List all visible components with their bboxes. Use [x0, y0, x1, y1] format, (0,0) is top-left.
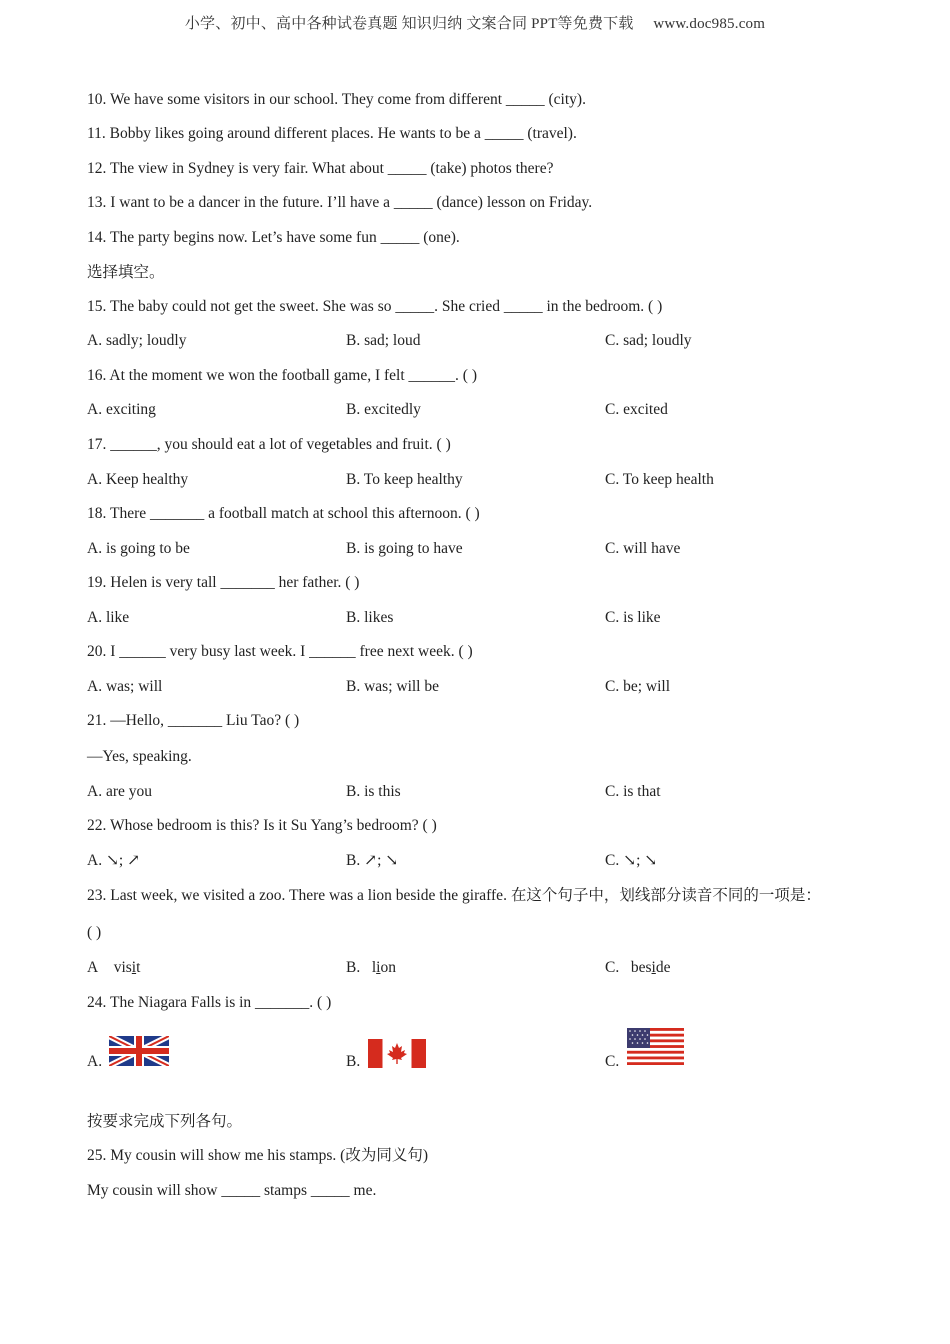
question-18: 18. There _______ a football match at school this afternoon. ( ) — [87, 505, 480, 522]
question-19: 19. Helen is very tall _______ her father. ( ) — [87, 574, 360, 591]
question-16: 16. At the moment we won the football game, I felt ______. ( ) — [87, 367, 477, 384]
q20-option-a[interactable]: A. was; will — [87, 678, 163, 695]
q20-option-b[interactable]: B. was; will be — [346, 678, 439, 695]
q17-option-b[interactable]: B. To keep healthy — [346, 471, 463, 488]
question-12: 12. The view in Sydney is very fair. What about _____ (take) photos there? — [87, 160, 554, 177]
uk-flag-icon[interactable] — [109, 1036, 169, 1066]
q18-option-c[interactable]: C. will have — [605, 540, 681, 557]
q16-option-b[interactable]: B. excitedly — [346, 401, 421, 418]
q23-a-label: A — [87, 959, 99, 976]
question-23 — [87, 886, 821, 906]
q23-b-label: B. — [346, 959, 361, 976]
question-22: 22. Whose bedroom is this? Is it Su Yang’s bedroom? ( ) — [87, 817, 437, 834]
section-rewrite-heading: 按要求完成下列各句。 — [87, 1113, 243, 1130]
q16-option-a[interactable]: A. exciting — [87, 401, 156, 418]
question-11: 11. Bobby likes going around different places. He wants to be a _____ (travel). — [87, 125, 577, 142]
q23-c-word-post: de — [655, 959, 671, 976]
q23-a-word-post: t — [136, 959, 141, 976]
usa-flag-icon[interactable] — [627, 1028, 684, 1065]
q16-option-c[interactable]: C. excited — [605, 401, 668, 418]
q23-option-b[interactable] — [346, 958, 396, 978]
q19-option-a[interactable]: A. like — [87, 609, 130, 626]
q23-a-underlined: i — [131, 959, 137, 976]
page-header — [0, 12, 950, 33]
q23-b-underlined: i — [376, 959, 381, 976]
question-21-reply: —Yes, speaking. — [87, 748, 192, 765]
q23-a-word-pre: vis — [113, 959, 132, 976]
question-14: 14. The party begins now. Let’s have some fun _____ (one). — [87, 229, 460, 246]
q23-stem-cn: 在这个句子中，划线部分读音不同的一项是： — [510, 887, 821, 904]
q19-option-c[interactable]: C. is like — [605, 609, 661, 626]
q22-option-b[interactable]: B. ↗; ↘ — [346, 852, 399, 869]
canada-flag-icon[interactable] — [368, 1039, 426, 1068]
q23-option-c[interactable] — [605, 958, 670, 978]
q18-option-b[interactable]: B. is going to have — [346, 540, 463, 557]
header-text: 小学、初中、高中各种试卷真题 知识归纳 文案合同 PPT等免费下载 — [184, 16, 634, 32]
q24-option-c[interactable]: C. — [605, 1053, 620, 1070]
q24-option-b[interactable]: B. — [346, 1053, 361, 1070]
q23-paren: ( ) — [87, 924, 102, 941]
q22-option-c[interactable]: C. ↘; ↘ — [605, 852, 658, 869]
q23-b-word-pre: l — [371, 959, 377, 976]
question-17: 17. ______, you should eat a lot of vegetables and fruit. ( ) — [87, 436, 451, 453]
q19-option-b[interactable]: B. likes — [346, 609, 394, 626]
question-21: 21. —Hello, _______ Liu Tao? ( ) — [87, 712, 300, 729]
q24-option-a[interactable]: A. — [87, 1053, 103, 1070]
q21-option-b[interactable]: B. is this — [346, 783, 401, 800]
q23-c-label: C. — [605, 959, 620, 976]
section-choice-heading: 选择填空。 — [87, 264, 165, 281]
question-20: 20. I ______ very busy last week. I ______ free next week. ( ) — [87, 643, 473, 660]
q15-option-a[interactable]: A. sadly; loudly — [87, 332, 187, 349]
question-25: 25. My cousin will show me his stamps. (改为同义句) — [87, 1147, 428, 1164]
q15-option-b[interactable]: B. sad; loud — [346, 332, 421, 349]
q22-option-a[interactable]: A. ↘; ↗ — [87, 852, 141, 869]
q23-option-a[interactable] — [87, 958, 140, 978]
question-24: 24. The Niagara Falls is in _______. ( ) — [87, 994, 332, 1011]
q23-c-word-pre: bes — [630, 959, 652, 976]
q17-option-c[interactable]: C. To keep health — [605, 471, 714, 488]
q21-option-c[interactable]: C. is that — [605, 783, 661, 800]
q18-option-a[interactable]: A. is going to be — [87, 540, 190, 557]
q25-answer-line[interactable]: My cousin will show _____ stamps _____ me. — [87, 1182, 377, 1199]
q23-stem: 23. Last week, we visited a zoo. There was a lion beside the giraffe. — [87, 887, 511, 904]
question-13: 13. I want to be a dancer in the future. I’ll have a _____ (dance) lesson on Friday. — [87, 194, 593, 211]
q20-option-c[interactable]: C. be; will — [605, 678, 671, 695]
header-site[interactable]: www.doc985.com — [653, 16, 766, 32]
q21-option-a[interactable]: A. are you — [87, 783, 152, 800]
q15-option-c[interactable]: C. sad; loudly — [605, 332, 692, 349]
q23-b-word-post: on — [380, 959, 396, 976]
q23-c-underlined: i — [651, 959, 656, 976]
question-15: 15. The baby could not get the sweet. She was so _____. She cried _____ in the bedroom. ( ) — [87, 298, 663, 315]
q17-option-a[interactable]: A. Keep healthy — [87, 471, 189, 488]
question-10: 10. We have some visitors in our school. They come from different _____ (city). — [87, 91, 586, 108]
